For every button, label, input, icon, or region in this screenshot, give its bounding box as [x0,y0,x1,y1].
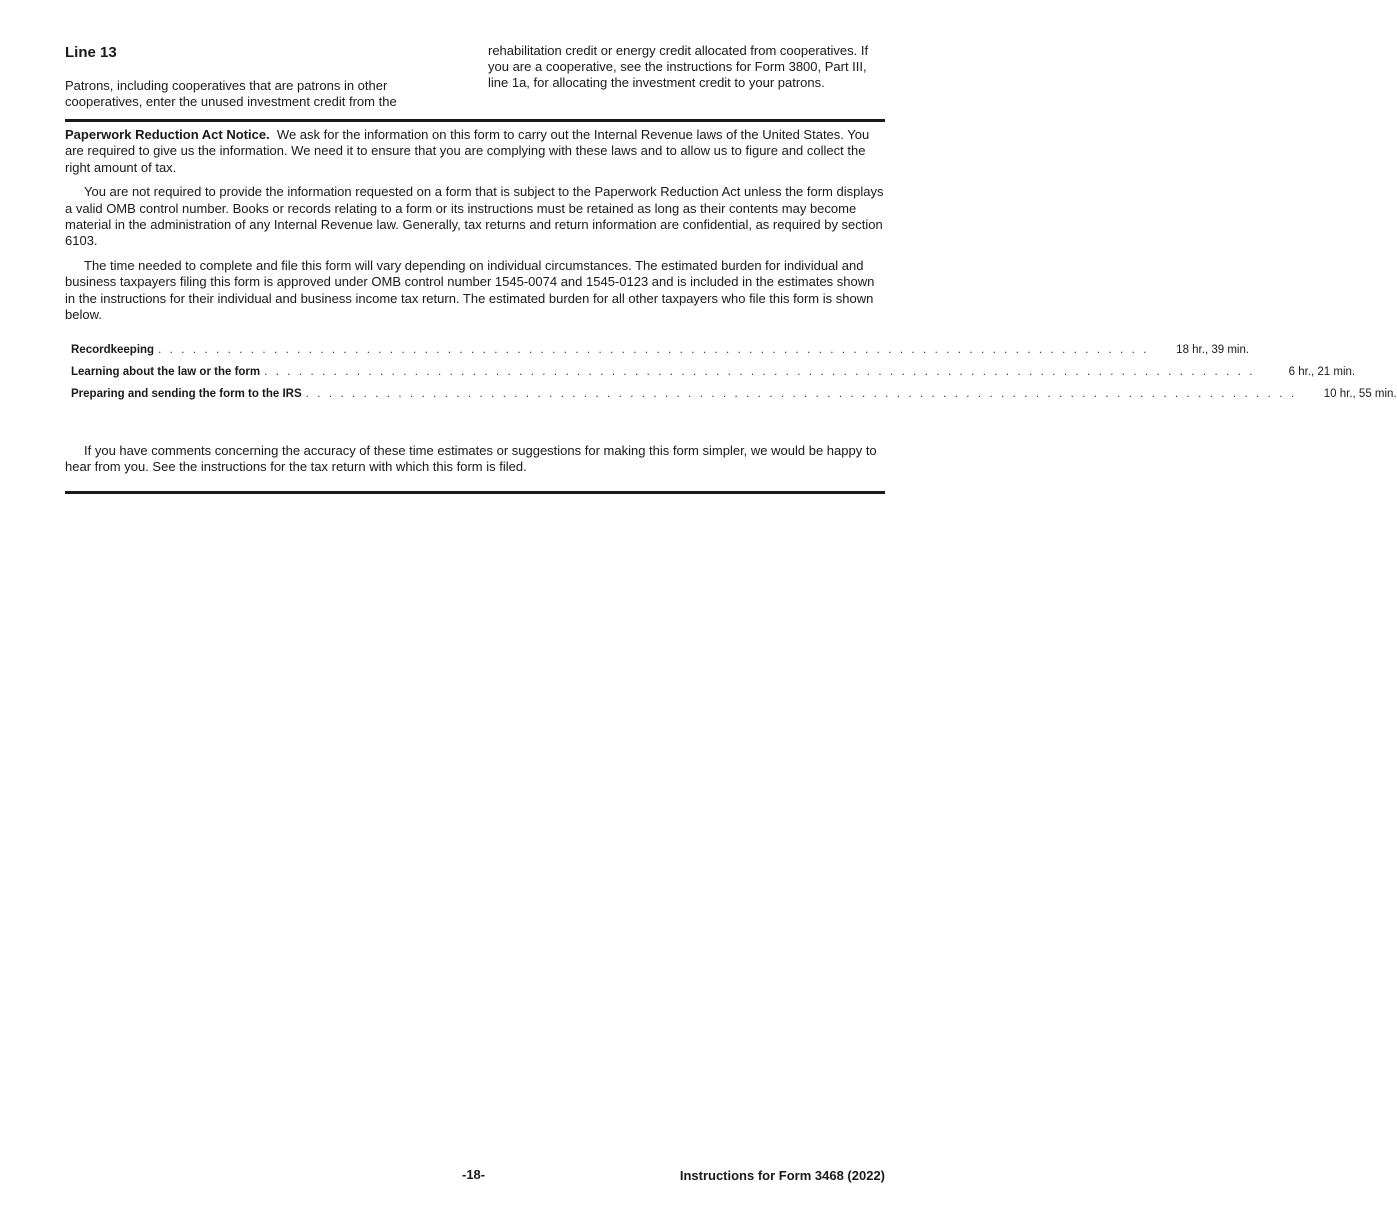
paperwork-para-1-text: We ask for the information on this form to carry out the Internal Revenue laws of the United States. You are required to give us the information. We need it to ensure that you are complying with these laws and to allow us to figure and collect the right amount of tax. [65,127,870,175]
section-divider-bottom [65,491,885,494]
dot-leader: . . . . . . . . . . . . . . . . . . . . . . . . . . . . . . . . . . . . . . . . . . . . . . . . . . . . . . . . . . . . . . . . . . . . . . . . . . . . . . . . . . . . . . [264,366,1256,378]
line13-right-column [488,43,888,91]
dot-leader: . . . . . . . . . . . . . . . . . . . . . . . . . . . . . . . . . . . . . . . . . . . . . . . . . . . . . . . . . . . . . . . . . . . . . . . . . . . . . . . . . . . . . . [305,388,1297,400]
paperwork-reduction-section [65,127,887,331]
paperwork-para-1 [65,127,887,176]
section-divider-top [65,119,885,122]
burden-row [71,344,1250,366]
burden-row [71,366,1356,388]
line13-left-column [65,44,430,110]
line13-right-text: rehabilitation credit or energy credit allocated from cooperatives. If you are a cooperative, see the instructions for Form 3800, Part III, line 1a, for allocating the investment credit to your patrons. [488,43,869,90]
line13-heading: Line 13 [65,44,117,61]
burden-value-recordkeeping: 18 hr., 39 min. [1176,344,1250,356]
burden-label-preparing: Preparing and sending the form to the IRS [71,388,302,400]
burden-value-learning: 6 hr., 21 min. [1288,366,1356,378]
burden-label-recordkeeping: Recordkeeping [71,344,155,356]
comments-section [65,443,887,476]
dot-leader: . . . . . . . . . . . . . . . . . . . . . . . . . . . . . . . . . . . . . . . . . . . . . . . . . . . . . . . . . . . . . . . . . . . . . . . . . . . . . . . . . . . . . . [158,344,1150,356]
burden-row [71,388,1397,410]
burden-value-preparing: 10 hr., 55 min. [1323,388,1397,400]
page-number: -18- [462,1167,486,1182]
paperwork-para-3: The time needed to complete and file this form will vary depending on individual circumstances. The estimated burden for individual and business taxpayers filing this form is approved under OMB control number 1545-0074 and 1545-0123 and is included in the estimates shown in the instructions for their individual and business income tax return. The estimated burden for all other taxpayers who file this form is shown below. [65,257,875,323]
document-title: Instructions for Form 3468 (2022) [679,1168,885,1183]
comments-text: If you have comments concerning the accuracy of these time estimates or suggestions for making this form simpler, we would be happy to hear from you. See the instructions for the tax return with which this form is filed. [65,443,877,475]
paperwork-title: Paperwork Reduction Act Notice. [65,127,270,142]
burden-table [71,344,1397,410]
burden-label-learning: Learning about the law or the form [71,366,261,378]
line13-left-text: Patrons, including cooperatives that are patrons in other cooperatives, enter the unused investment credit from the [65,78,397,109]
paperwork-para-2: You are not required to provide the information requested on a form that is subject to the Paperwork Reduction Act unless the form displays a valid OMB control number. Books or records relating to a form or its instructions must be retained as long as their contents may become material in the administration of any Internal Revenue law. Generally, tax returns and return information are confidential, as required by section 6103. [65,184,884,249]
